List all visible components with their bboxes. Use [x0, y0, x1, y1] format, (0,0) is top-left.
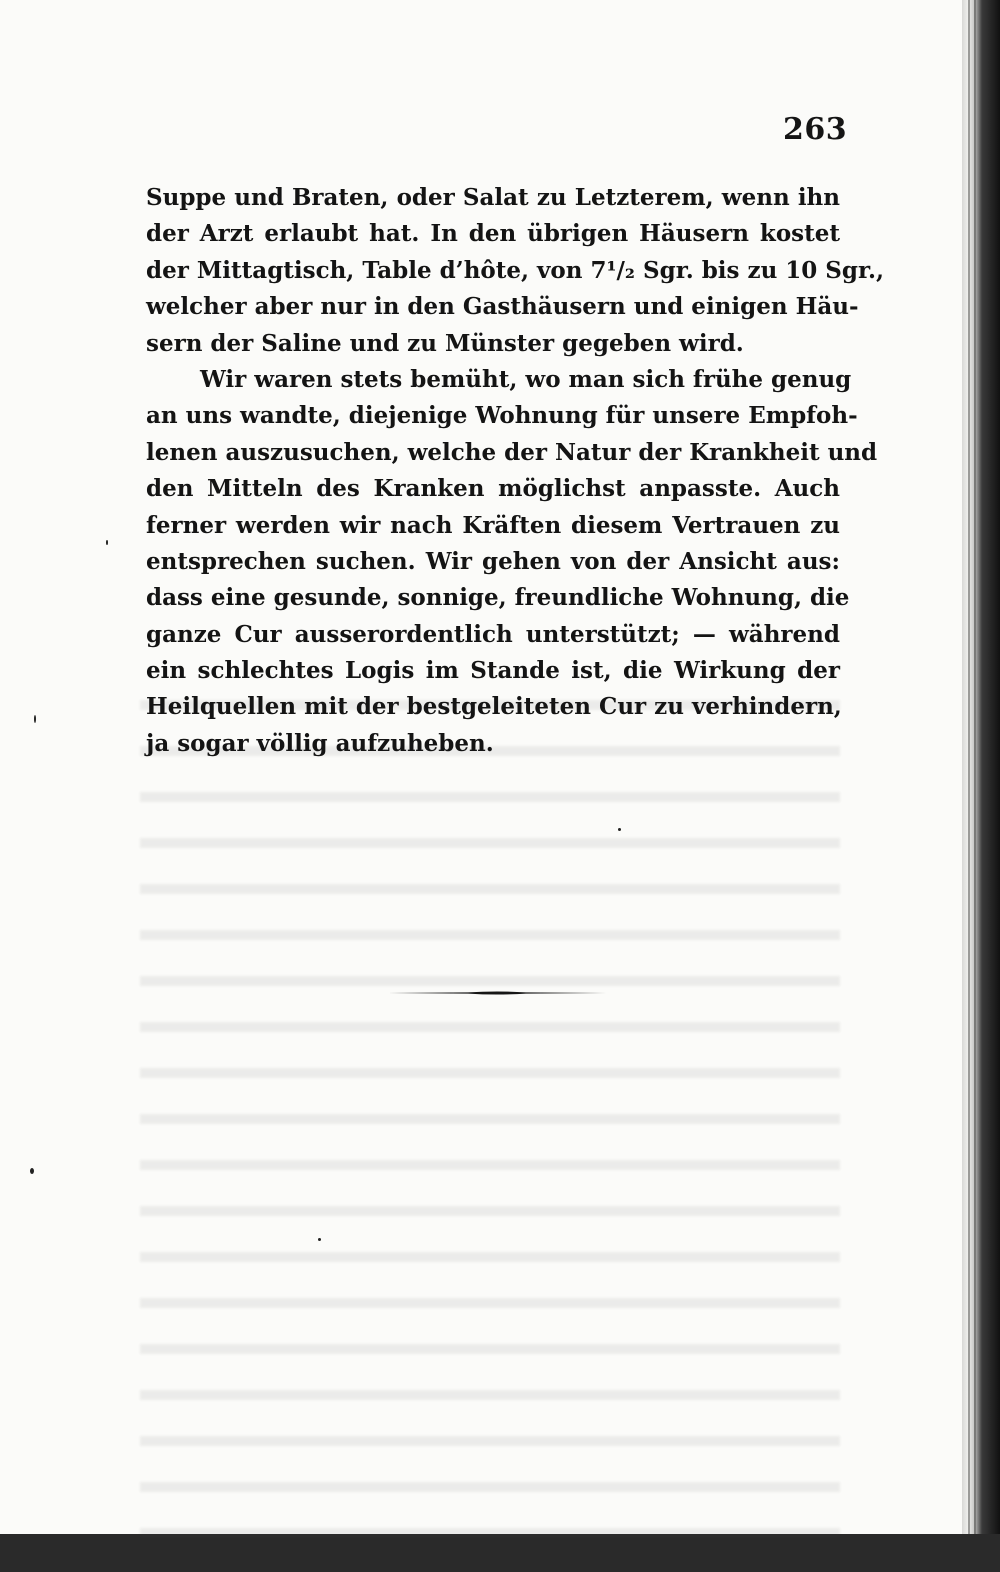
ink-speck	[106, 540, 108, 545]
text-line: Suppe und Braten, oder Salat zu Letzterem, wenn ihn	[146, 184, 840, 211]
text-line: der Mittagtisch, Table d’hôte, von 7¹/₂ Sgr. bis zu 10 Sgr.,	[146, 256, 885, 284]
ink-speck	[34, 715, 36, 723]
ink-speck	[30, 1168, 34, 1174]
text-line: welcher aber nur in den Gasthäusern und einigen Häu-	[146, 293, 859, 321]
page-edge-line	[974, 0, 976, 1534]
bleed-through-texture	[140, 700, 840, 1400]
text-line: lenen auszusuchen, welche der Natur der Krankheit und	[146, 438, 878, 466]
page-body-text	[146, 180, 885, 762]
divider-ornament-icon	[388, 990, 606, 996]
text-line: entsprechen suchen. Wir gehen von der Ansicht aus:	[146, 547, 840, 575]
ink-speck	[618, 828, 621, 831]
text-line: der Arzt erlaubt hat. In den übrigen Häusern kostet	[146, 220, 840, 248]
ink-speck	[318, 1238, 321, 1241]
text-line: Heilquellen mit der bestgeleiteten Cur zu verhindern,	[146, 693, 842, 721]
text-line: an uns wandte, diejenige Wohnung für unsere Empfoh-	[146, 402, 858, 430]
page-edge-shadow	[962, 0, 1000, 1534]
text-line: ferner werden wir nach Kräften diesem Vertrauen zu	[146, 511, 840, 539]
text-line: den Mitteln des Kranken möglichst anpasste. Auch	[146, 475, 840, 503]
text-line: ganze Cur ausserordentlich unterstützt; — während	[146, 620, 840, 648]
section-divider-rule	[388, 990, 606, 996]
page-number: 263	[783, 112, 848, 147]
text-line: Wir waren stets bemüht, wo man sich frühe genug	[200, 365, 852, 393]
page-edge-line	[968, 0, 970, 1534]
text-line: ja sogar völlig aufzuheben.	[146, 729, 494, 757]
text-line: ein schlechtes Logis im Stande ist, die Wirkung der	[146, 657, 840, 685]
text-line: dass eine gesunde, sonnige, freundliche Wohnung, die	[146, 584, 850, 612]
text-line: sern der Saline und zu Münster gegeben wird.	[146, 329, 744, 357]
